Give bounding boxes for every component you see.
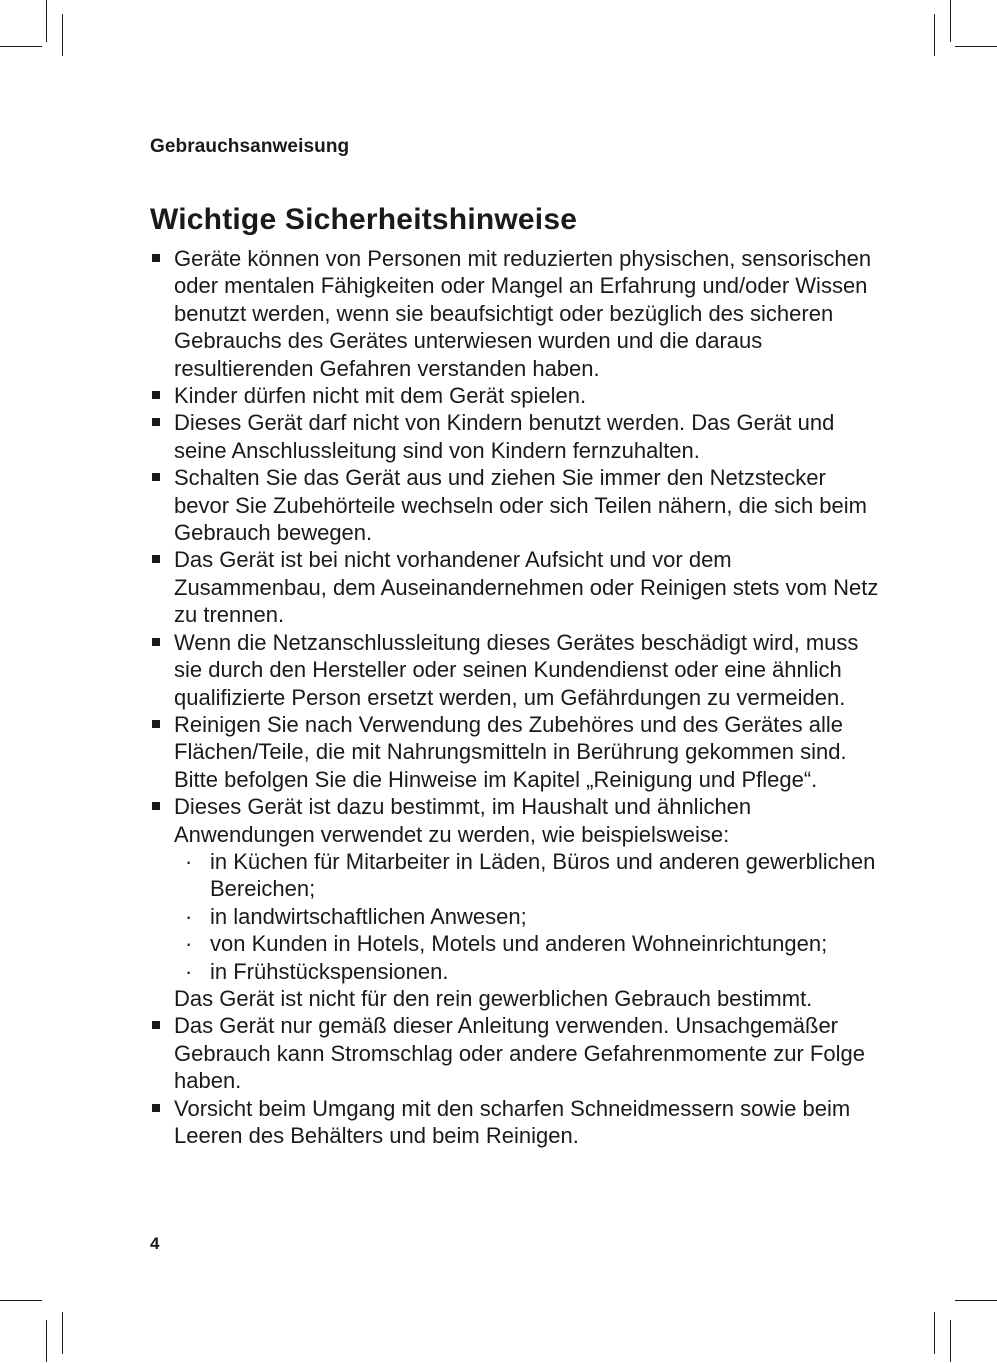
sub-list-item — [174, 848, 880, 903]
crop-mark — [934, 1312, 935, 1354]
crop-mark — [0, 46, 42, 47]
list-item-note: Das Gerät ist nicht für den rein gewerblichen Gebrauch bestimmt. — [174, 985, 813, 1011]
crop-mark — [955, 46, 997, 47]
crop-mark — [46, 1320, 47, 1362]
list-item — [150, 1012, 880, 1094]
middle-dot-icon: · — [185, 903, 193, 929]
middle-dot-icon: · — [185, 958, 193, 984]
list-item-text: Dieses Gerät ist dazu bestimmt, im Haushalt und ähnlichen Anwendungen verwendet zu werden, wie beispielsweise: — [174, 794, 752, 847]
crop-mark — [0, 1300, 42, 1301]
list-item — [150, 464, 880, 546]
sub-list-item-text: von Kunden in Hotels, Motels und anderen Wohneinrichtungen; — [210, 931, 828, 957]
sub-list-item-text: in landwirtschaftlichen Anwesen; — [210, 903, 527, 929]
square-bullet-icon — [152, 555, 160, 563]
sub-list-item — [174, 930, 880, 957]
safety-list — [150, 245, 880, 1149]
list-item-text: Dieses Gerät darf nicht von Kindern benutzt werden. Das Gerät und seine Anschlussleitung sind von Kindern fernzuhalten. — [174, 410, 835, 463]
middle-dot-icon: · — [185, 931, 193, 957]
list-item — [150, 409, 880, 464]
list-item — [150, 629, 880, 711]
list-item-text: Schalten Sie das Gerät aus und ziehen Sie immer den Netzstecker bevor Sie Zubehörteile wechseln oder sich Teilen nähern, die sich beim Gebrauch bewegen. — [174, 465, 867, 546]
list-item-text: Kinder dürfen nicht mit dem Gerät spielen. — [174, 383, 587, 409]
crop-mark — [62, 14, 63, 56]
square-bullet-icon — [152, 638, 160, 646]
square-bullet-icon — [152, 473, 160, 481]
list-item — [150, 245, 880, 382]
crop-mark — [46, 0, 47, 42]
page-title: Wichtige Sicherheitshinweise — [150, 203, 578, 236]
middle-dot-icon: · — [185, 848, 193, 874]
list-item — [150, 546, 880, 628]
list-item-text: Geräte können von Personen mit reduzierten physischen, sensorischen oder mentalen Fähigkeiten oder Mangel an Erfahrung und/oder Wissen benutzt werden, wenn sie beaufsichtigt oder bezüglich des sicheren Gebrauchs des Gerätes unterwiesen wurden und die daraus resultierenden Gefahren verstanden haben. — [174, 246, 872, 381]
crop-mark — [934, 14, 935, 56]
square-bullet-icon — [152, 720, 160, 728]
square-bullet-icon — [152, 391, 160, 399]
running-header: Gebrauchsanweisung — [150, 136, 350, 157]
list-item — [150, 711, 880, 793]
list-item — [150, 1095, 880, 1150]
list-item — [150, 382, 880, 409]
list-item — [150, 793, 880, 1012]
usage-examples-list — [174, 848, 880, 985]
square-bullet-icon — [152, 802, 160, 810]
list-item-text: Das Gerät nur gemäß dieser Anleitung verwenden. Unsachgemäßer Gebrauch kann Stromschlag oder andere Gefahrenmomente zur Folge haben. — [174, 1013, 865, 1094]
list-item-text: Reinigen Sie nach Verwendung des Zubehöres und des Gerätes alle Flächen/Teile, die mit Nahrungsmitteln in Berührung gekommen sind. Bitte befolgen Sie die Hinweise im Kapitel „Reinigung und Pflege“. — [174, 711, 847, 792]
crop-mark — [950, 1320, 951, 1362]
list-item-text: Vorsicht beim Umgang mit den scharfen Schneidmessern sowie beim Leeren des Behälters und beim Reinigen. — [174, 1095, 851, 1148]
safety-content — [150, 245, 880, 1149]
square-bullet-icon — [152, 1104, 160, 1112]
square-bullet-icon — [152, 1021, 160, 1029]
crop-mark — [955, 1300, 997, 1301]
square-bullet-icon — [152, 254, 160, 262]
list-item-text: Wenn die Netzanschlussleitung dieses Gerätes beschädigt wird, muss sie durch den Hersteller oder seinen Kundendienst oder eine ähnlich qualifizierte Person ersetzt werden, um Gefährdungen zu vermeiden. — [174, 629, 859, 710]
sub-list-item — [174, 958, 880, 985]
crop-mark — [950, 0, 951, 42]
page-number: 4 — [150, 1234, 160, 1253]
sub-list-item-text: in Frühstückspensionen. — [210, 958, 449, 984]
crop-mark — [62, 1312, 63, 1354]
sub-list-item — [174, 903, 880, 930]
sub-list-item-text: in Küchen für Mitarbeiter in Läden, Büros und anderen gewerblichen Bereichen; — [210, 848, 876, 902]
list-item-text: Das Gerät ist bei nicht vorhandener Aufsicht und vor dem Zusammenbau, dem Auseinandernehmen oder Reinigen stets vom Netz zu trennen. — [174, 547, 879, 628]
square-bullet-icon — [152, 418, 160, 426]
